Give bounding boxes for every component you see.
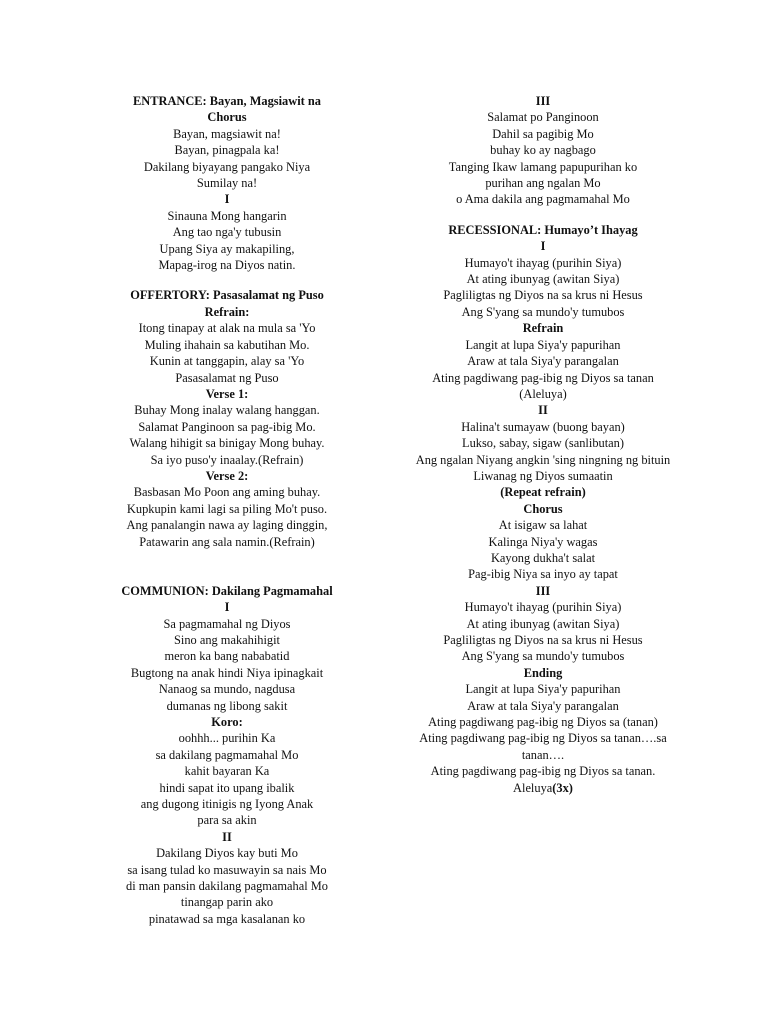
lyric-line: o Ama dakila ang pagmamahal Mo: [456, 192, 630, 207]
lyric-line: Ating pagdiwang pag-ibig ng Diyos sa tanan.: [430, 764, 656, 779]
lyric-line: Kunin at tanggapin, alay sa 'Yo: [149, 354, 305, 369]
lyric-line: Ang panalangin nawa ay laging dinggin,: [126, 518, 328, 533]
lyric-line: Langit at lupa Siya'y papurihan: [465, 337, 621, 352]
entrance-verse1-label: I: [224, 192, 230, 207]
recessional-chorus-label: Chorus: [523, 501, 563, 516]
lyric-line: Basbasan Mo Poon ang aming buhay.: [133, 485, 321, 500]
lyric-line: Dakilang biyayang pangako Niya: [143, 159, 311, 174]
lyric-line: Pag-ibig Niya sa inyo ay tapat: [468, 567, 618, 582]
lyric-line: Sino ang makahihigit: [174, 632, 280, 647]
lyric-line: Lukso, sabay, sigaw (sanlibutan): [462, 436, 624, 451]
lyric-line: At ating ibunyag (awitan Siya): [466, 616, 620, 631]
recessional-heading: RECESSIONAL: Humayo’t Ihayag: [448, 222, 638, 237]
lyric-line: Bayan, pinagpala ka!: [174, 143, 280, 158]
entrance-verse3-label: III: [535, 94, 551, 108]
lyric-line: Pagliligtas ng Diyos na sa krus ni Hesus: [443, 288, 643, 303]
lyric-line: Itong tinapay at alak na mula sa 'Yo: [138, 321, 316, 336]
lyric-line: sa dakilang pagmamahal Mo: [155, 747, 299, 762]
lyric-line: hindi sapat ito upang ibalik: [159, 780, 295, 795]
lyric-line: Patawarin ang sala namin.(Refrain): [139, 534, 315, 549]
lyric-line: Dakilang Diyos kay buti Mo: [156, 846, 298, 861]
lyric-line: Nanaog sa mundo, nagdusa: [158, 682, 296, 697]
left-column: [98, 0, 356, 927]
lyric-line: Sumilay na!: [196, 176, 258, 191]
lyric-line: Liwanag ng Diyos sumaatin: [473, 468, 613, 483]
lyric-line: Mapag-irog na Diyos natin.: [158, 258, 296, 273]
lyric-line: Kupkupin kami lagi sa piling Mo't puso.: [126, 501, 328, 516]
lyric-line: Langit at lupa Siya'y papurihan: [465, 682, 621, 697]
lyric-line: pinatawad sa mga kasalanan ko: [148, 911, 306, 926]
recessional-repeat-refrain: (Repeat refrain): [500, 485, 586, 500]
lyric-line: Buhay Mong inalay walang hanggan.: [134, 403, 320, 418]
lyric-line: Humayo't ihayag (purihin Siya): [464, 255, 622, 270]
lyric-line: Tanging Ikaw lamang papupurihan ko: [448, 159, 638, 174]
lyric-line: Ang tao nga'y tubusin: [172, 225, 282, 240]
lyric-line: tinangap parin ako: [180, 895, 274, 910]
offertory-verse2-label: Verse 2:: [205, 468, 249, 483]
lyric-line: Upang Siya ay makapiling,: [159, 241, 295, 256]
lyric-line: Halina't sumayaw (buong bayan): [461, 419, 625, 434]
lyric-line: Pasasalamat ng Puso: [175, 370, 279, 385]
recessional-refrain-label: Refrain: [522, 321, 564, 336]
recessional-verse2-label: II: [538, 403, 548, 418]
lyric-line: Araw at tala Siya'y parangalan: [467, 354, 619, 369]
lyric-line: oohhh... purihin Ka: [178, 731, 276, 746]
right-column: [398, 0, 688, 796]
lyric-line: Bugtong na anak hindi Niya ipinagkait: [130, 665, 324, 680]
lyric-line: Ating pagdiwang pag-ibig ng Diyos sa tanan: [432, 370, 654, 385]
lyric-line: Sa iyo puso'y inaalay.(Refrain): [150, 452, 304, 467]
lyric-line: Araw at tala Siya'y parangalan: [467, 698, 619, 713]
lyric-line: Ang S'yang sa mundo'y tumubos: [461, 304, 625, 319]
lyric-line: buhay ko ay nagbago: [490, 143, 596, 158]
lyric-line: dumanas ng libong sakit: [166, 698, 288, 713]
lyric-line: Kayong dukha't salat: [490, 550, 596, 565]
communion-verse1-label: I: [224, 600, 230, 615]
lyric-line: Pagliligtas ng Diyos na sa krus ni Hesus: [443, 633, 643, 647]
lyric-line: Bayan, magsiawit na!: [173, 126, 281, 141]
lyric-line: Sinauna Mong hangarin: [167, 208, 287, 223]
lyric-line: kahit bayaran Ka: [184, 764, 270, 779]
communion-verse2-label: II: [222, 829, 232, 844]
lyric-line: para sa akin: [197, 813, 257, 828]
lyric-line: Ang ngalan Niyang angkin 'sing ningning ng bituin: [415, 452, 671, 467]
offertory-refrain-label: Refrain:: [204, 304, 250, 319]
final-repeat: (3x): [552, 780, 573, 795]
lyric-line: Humayo't ihayag (purihin Siya): [464, 600, 622, 615]
final-word: Aleluya: [513, 780, 553, 795]
lyric-line: Kalinga Niya'y wagas: [488, 534, 598, 549]
lyric-line: (Aleluya): [519, 386, 567, 401]
lyric-line: purihan ang ngalan Mo: [485, 176, 601, 191]
offertory-heading: OFFERTORY: Pasasalamat ng Puso: [130, 288, 324, 303]
entrance-chorus-label: Chorus: [207, 110, 247, 125]
lyric-line: di man pansin dakilang pagmamahal Mo: [126, 879, 328, 894]
lyric-line: Sa pagmamahal ng Diyos: [163, 616, 291, 631]
lyric-line: Ating pagdiwang pag-ibig ng Diyos sa (tanan): [428, 715, 658, 730]
communion-koro-label: Koro:: [211, 715, 243, 730]
lyric-line: ang dugong itinigis ng Iyong Anak: [140, 797, 314, 812]
lyric-line: Salamat Panginoon sa pag-ibig Mo.: [138, 419, 316, 434]
lyric-line: Muling ihahain sa kabutihan Mo.: [144, 337, 310, 352]
final-line: [398, 780, 688, 796]
lyric-line: Dahil sa pagibig Mo: [492, 126, 594, 141]
entrance-heading: ENTRANCE: Bayan, Magsiawit na: [133, 94, 321, 108]
lyric-line: At isigaw sa lahat: [498, 518, 588, 533]
lyric-line: At ating ibunyag (awitan Siya): [466, 272, 620, 287]
lyric-line: Walang hihigit sa binigay Mong buhay.: [129, 436, 325, 451]
offertory-verse1-label: Verse 1:: [205, 386, 249, 401]
recessional-verse1-label: I: [540, 239, 546, 254]
communion-heading: COMMUNION: Dakilang Pagmamahal: [121, 583, 333, 598]
lyric-line: Salamat po Panginoon: [487, 110, 599, 125]
recessional-ending-label: Ending: [523, 665, 563, 680]
lyric-line: sa isang tulad ko masuwayin sa nais Mo: [127, 862, 327, 877]
lyric-line: Ang S'yang sa mundo'y tumubos: [461, 649, 625, 664]
lyric-line: Ating pagdiwang pag-ibig ng Diyos sa tanan….sa tanan….: [419, 731, 667, 762]
lyric-line: meron ka bang nababatid: [164, 649, 290, 664]
recessional-verse3-label: III: [535, 583, 551, 598]
